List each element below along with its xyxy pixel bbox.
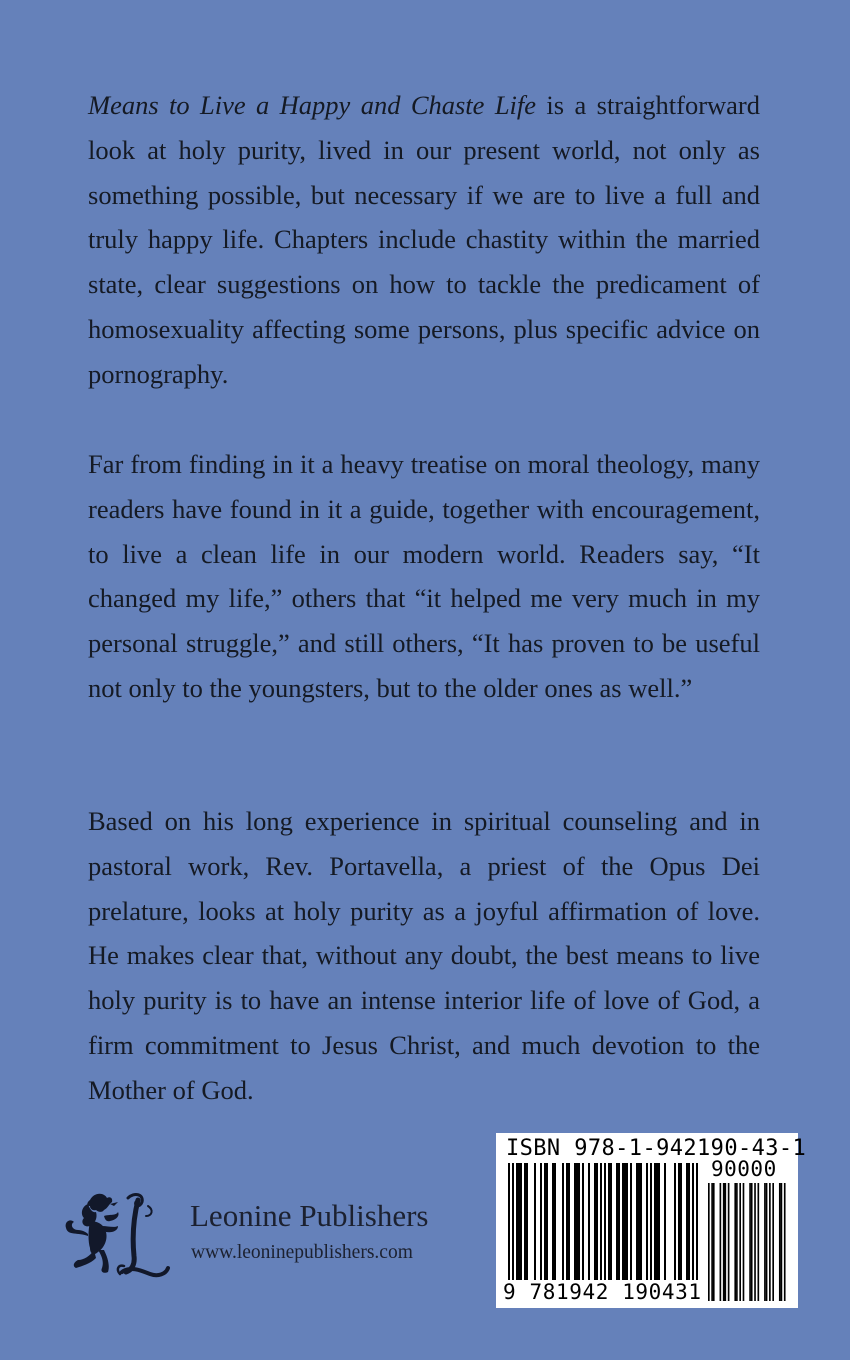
isbn-label: ISBN 978-1-942190-43-1 (506, 1136, 807, 1161)
barcode-bar (680, 1163, 682, 1281)
publisher-url: www.leoninepublishers.com (191, 1242, 413, 1263)
barcode-bar (562, 1163, 564, 1281)
barcode-bar (546, 1163, 548, 1281)
addon-barcode-bar (711, 1183, 713, 1301)
barcode-bar (626, 1163, 628, 1281)
barcode-bar (692, 1163, 694, 1291)
barcode-bar (610, 1163, 612, 1281)
addon-barcode-bar (751, 1183, 753, 1301)
addon-barcode-bar (723, 1183, 725, 1301)
addon-barcode-bar (736, 1183, 738, 1301)
addon-barcode-bar (725, 1183, 727, 1301)
barcode-bar (594, 1163, 596, 1281)
barcode-bar (638, 1163, 640, 1281)
barcode-bar (568, 1163, 570, 1281)
barcode-bar (588, 1163, 590, 1281)
barcode-bar (696, 1163, 698, 1291)
barcode-bar (608, 1163, 610, 1281)
addon-barcode-bar (749, 1183, 751, 1301)
addon-barcode-bar (734, 1183, 736, 1301)
barcode-bar (540, 1163, 542, 1281)
addon-barcode-bar (754, 1183, 756, 1301)
barcode-bar (658, 1163, 660, 1281)
barcode-bar (678, 1163, 680, 1281)
barcode-bar (650, 1163, 652, 1281)
barcode-bar (574, 1163, 576, 1281)
addon-barcode-bar (739, 1183, 741, 1301)
addon-barcode-bar (766, 1183, 768, 1301)
barcode-bar (622, 1163, 624, 1281)
book-title-italic: Means to Live a Happy and Chaste Life (88, 90, 537, 120)
publisher-block (60, 1186, 480, 1286)
addon-barcode-bar (784, 1183, 786, 1301)
addon-barcode-bar (781, 1183, 783, 1301)
barcode-bar (604, 1163, 606, 1291)
barcode-bar (554, 1163, 556, 1281)
barcode-bar (656, 1163, 658, 1281)
addon-barcode-bar (764, 1183, 766, 1301)
barcode-bar (534, 1163, 536, 1281)
barcode-bar (508, 1163, 510, 1291)
barcode-bar (518, 1163, 520, 1281)
barcode-bar (512, 1163, 514, 1291)
addon-barcode-bar (772, 1183, 774, 1301)
addon-barcode-bar (708, 1183, 710, 1301)
price-code: 90000 (711, 1157, 777, 1181)
barcode-bar (596, 1163, 598, 1281)
addon-barcode-bar (779, 1183, 781, 1301)
barcode-bar (686, 1163, 688, 1281)
barcode-bar (526, 1163, 528, 1281)
barcode-bar (524, 1163, 526, 1281)
barcode-bar (552, 1163, 554, 1281)
barcode-digits: 9 781942 190431 (503, 1280, 702, 1304)
barcode-bar (516, 1163, 518, 1281)
addon-barcode-bar (720, 1183, 722, 1301)
barcode-bar (640, 1163, 642, 1281)
barcode-bar (654, 1163, 656, 1281)
barcode-bar (646, 1163, 648, 1281)
addon-barcode-bar (758, 1183, 760, 1301)
barcode-bar (578, 1163, 580, 1281)
barcode-bar (520, 1163, 522, 1281)
barcode-bar (576, 1163, 578, 1281)
barcode-bar (544, 1163, 546, 1281)
addon-barcode-bar (713, 1183, 715, 1301)
isbn-barcode (496, 1133, 807, 1308)
lion-rampant-with-letter-l-icon (60, 1186, 175, 1282)
description-paragraph-1 (88, 83, 760, 397)
barcode-bar (636, 1163, 638, 1281)
barcode-bar (582, 1163, 584, 1281)
barcode-bar (688, 1163, 690, 1281)
barcode-bar (600, 1163, 602, 1291)
description-paragraph-3: Based on his long experience in spiritual counseling and in pastoral work, Rev. Portavella, a priest of the Opus Dei prelature, looks at holy purity as a joyful affirmation of love. He makes clear that, without any doubt, the best means to live holy purity is to have an intense interior life of love of God, a firm commitment to Jesus Christ, and much devotion to the Mother of God. (88, 806, 760, 1105)
addon-barcode-bar (769, 1183, 771, 1301)
addon-barcode-bar (728, 1183, 730, 1301)
barcode-bar (616, 1163, 618, 1281)
barcode-bar (624, 1163, 626, 1281)
barcode-bar (664, 1163, 666, 1281)
barcode-bar (674, 1163, 676, 1281)
barcode-bar (618, 1163, 620, 1281)
description-paragraph-2: Far from finding in it a heavy treatise on moral theology, many readers have found in it a guide, together with encouragement, to live a clean life in our modern world. Readers say, “It changed my life,” others that “it helped me very much in my personal struggle,” and still others, “It has proven to be useful not only to the youngsters, but to the older ones as well.” (88, 449, 760, 703)
description-paragraph-1-text: is a straightforward look at holy purity, lived in our present world, not only as something possible, but necessary if we are to live a full and truly happy life. Chapters include chastity within the married state, clear suggestions on how to tackle the predicament of homosexuality affecting some persons, plus specific advice on pornography. (88, 90, 760, 389)
publisher-name: Leonine Publishers (190, 1198, 429, 1233)
barcode-bar (630, 1163, 632, 1281)
addon-barcode-bar (743, 1183, 745, 1301)
barcode-bar (566, 1163, 568, 1281)
